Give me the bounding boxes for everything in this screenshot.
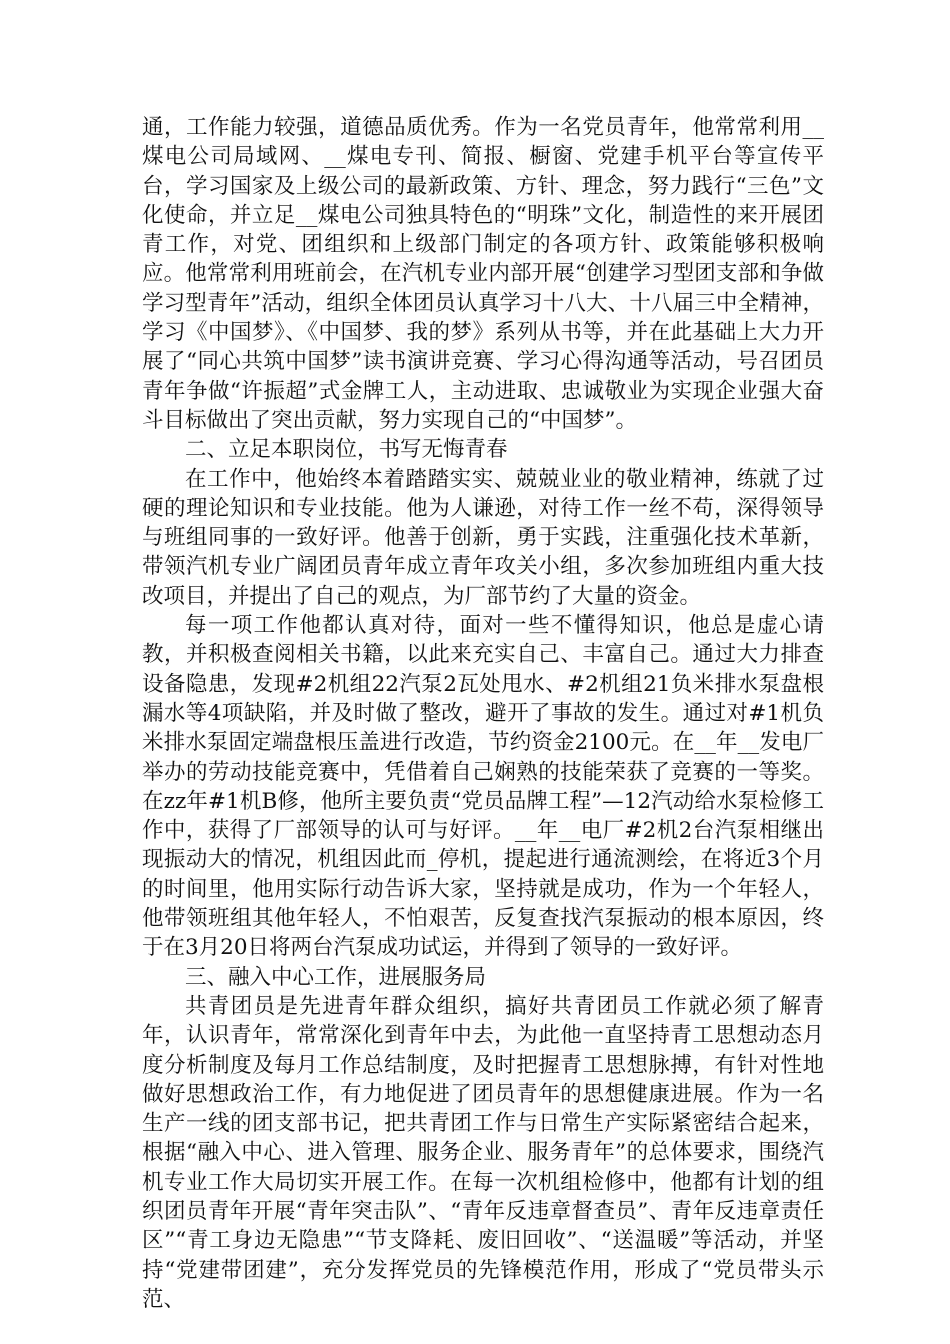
paragraph-achievements: 每一项工作他都认真对待，面对一些不懂得知识，他总是虚心请教，并积极查阅相关书籍，以此来充实自己、丰富自己。通过大力排查设备隐患，发现#2机组22汽泵2瓦处甩水、#2机组21负米排水泵盘根漏水等4项缺陷，并及时做了整改，避开了事故的发生。通过对#1机负米排水泵固定端盘根压盖进行改造，节约资金2100元。在__年__发电厂举办的劳动技能竞赛中，凭借着自己娴熟的技能荣获了竞赛的一等奖。在zz年#1机B修，他所主要负责“党员品牌工程”—12汽动给水泵检修工作中，获得了厂部领导的认可与好评。__年__电厂#2机2台汽泵相继出现振动大的情况，机组因此而_停机，提起进行通流测绘，在将近3个月的时间里，他用实际行动告诉大家，坚持就是成功，作为一个年轻人，他带领班组其他年轻人，不怕艰苦，反复查找汽泵振动的根本原因，终于在3月20日将两台汽泵成功试运，并得到了领导的一致好评。 (142, 613, 824, 961)
paragraph-intro-continuation: 通，工作能力较强，道德品质优秀。作为一名党员青年，他常常利用__煤电公司局域网、__煤电专刊、简报、橱窗、党建手机平台等宣传平台，学习国家及上级公司的最新政策、方针、理念，努力践行“三色”文化使命，并立足__煤电公司独具特色的“明珠”文化，制造性的来开展团青工作，对党、团组织和上级部门制定的各项方针、政策能够积极响应。他常常利用班前会，在汽机专业内部开展“创建学习型团支部和争做学习型青年”活动，组织全体团员认真学习十八大、十八届三中全精神，学习《中国梦》、《中国梦、我的梦》系列从书等，并在此基础上大力开展了“同心共筑中国梦”读书演讲竞赛、学习心得沟通等活动，号召团员青年争做“许振超”式金牌工人，主动进取、忠诚敬业为实现企业强大奋斗目标做出了突出贡献，努力实现自己的“中国梦”。 (142, 115, 824, 433)
document-page (142, 113, 824, 1314)
section-heading-3: 三、融入中心工作，进展服务局 (185, 964, 487, 990)
paragraph-youth-work: 共青团员是先进青年群众组织，搞好共青团员工作就必须了解青年，认识青年，常常深化到青年中去，为此他一直坚持青工思想动态月度分析制度及每月工作总结制度，及时把握青工思想脉搏，有针对性地做好思想政治工作，有力地促进了团员青年的思想健康进展。作为一名生产一线的团支部书记，把共青团工作与日常生产实际紧密结合起来，根据“融入中心、进入管理、服务企业、服务青年”的总体要求，围绕汽机专业工作大局切实开展工作。在每一次机组检修中，他都有计划的组织团员青年开展“青年突击队”、“青年反违章督查员”、青年反违章责任区”“青工身边无隐患”“节支降耗、废旧回收”、“送温暖”等活动，并坚持“党建带团建”，充分发挥党员的先锋模范作用，形成了“党员带头示范、 (142, 993, 824, 1312)
paragraph-work-skills: 在工作中，他始终本着踏踏实实、兢兢业业的敬业精神，练就了过硬的理论知识和专业技能。他为人谦逊，对待工作一丝不苟，深得领导与班组同事的一致好评。他善于创新，勇于实践，注重强化技术革新，带领汽机专业广阔团员青年成立青年攻关小组，多次参加班组内重大技改项目，并提出了自己的观点，为厂部节约了大量的资金。 (142, 466, 824, 609)
section-heading-2: 二、立足本职岗位，书写无悔青春 (185, 437, 508, 463)
